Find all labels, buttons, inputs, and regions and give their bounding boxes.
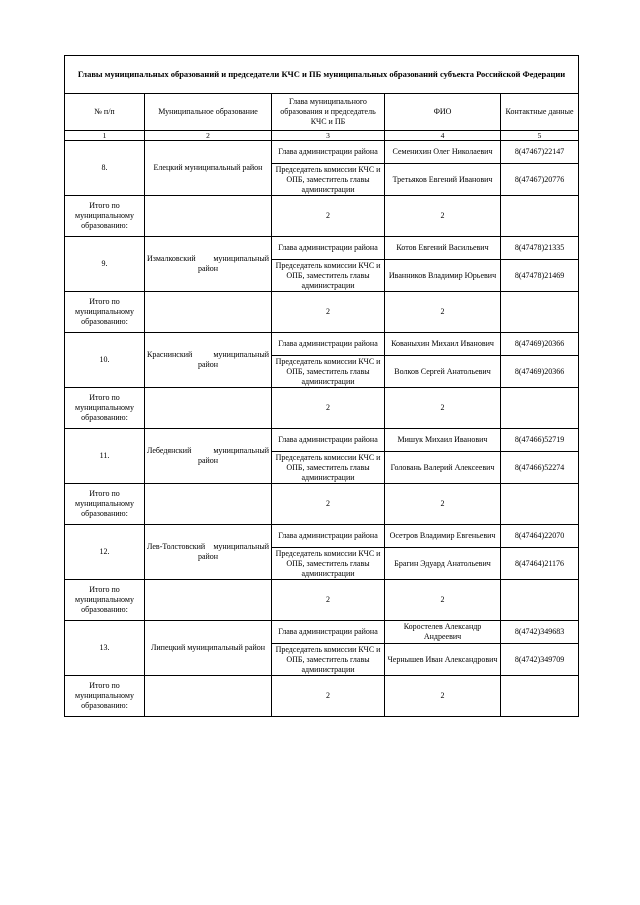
total-persons: 2	[385, 388, 501, 429]
fio-cell: Осетров Владимир Евгеньевич	[385, 525, 501, 548]
header-num: № п/п	[65, 94, 145, 131]
total-positions: 2	[272, 484, 385, 525]
phone-cell: 8(4742)349709	[501, 644, 579, 676]
position-cell: Глава администрации района	[272, 237, 385, 260]
column-number: 2	[145, 131, 272, 141]
position-cell: Председатель комиссии КЧС и ОПБ, заместитель главы администрации	[272, 356, 385, 388]
group-number: 11.	[65, 429, 145, 484]
fio-cell: Головань Валерий Алексеевич	[385, 452, 501, 484]
total-row	[65, 580, 579, 621]
column-number: 4	[385, 131, 501, 141]
header-municipality: Муниципальное образование	[145, 94, 272, 131]
total-empty-cell	[501, 196, 579, 237]
position-cell: Председатель комиссии КЧС и ОПБ, заместитель главы администрации	[272, 644, 385, 676]
total-label: Итого по муниципальному образованию:	[65, 484, 145, 525]
municipality-name: Елецкий муниципальный район	[145, 141, 272, 196]
municipality-name: Липецкий муниципальный район	[145, 621, 272, 676]
total-label: Итого по муниципальному образованию:	[65, 580, 145, 621]
fio-cell: Брагин Эдуард Анатольевич	[385, 548, 501, 580]
fio-cell: Котов Евгений Васильевич	[385, 237, 501, 260]
total-empty-cell	[501, 292, 579, 333]
total-row	[65, 484, 579, 525]
phone-cell: 8(47467)22147	[501, 141, 579, 164]
position-cell: Председатель комиссии КЧС и ОПБ, заместитель главы администрации	[272, 452, 385, 484]
position-cell: Глава администрации района	[272, 333, 385, 356]
phone-cell: 8(47478)21469	[501, 260, 579, 292]
total-empty-cell	[501, 388, 579, 429]
total-positions: 2	[272, 196, 385, 237]
group-number: 8.	[65, 141, 145, 196]
table-row	[65, 237, 579, 260]
position-cell: Глава администрации района	[272, 141, 385, 164]
position-cell: Глава администрации района	[272, 621, 385, 644]
municipality-name: Измалковский муниципальный район	[145, 237, 272, 292]
municipality-name: Лев-Толстовский муниципальный район	[145, 525, 272, 580]
total-row	[65, 676, 579, 717]
phone-cell: 8(47464)21176	[501, 548, 579, 580]
total-empty-cell	[501, 580, 579, 621]
phone-cell: 8(47467)20776	[501, 164, 579, 196]
column-number: 5	[501, 131, 579, 141]
fio-cell: Коростелев Александр Андреевич	[385, 621, 501, 644]
fio-cell: Волков Сергей Анатольевич	[385, 356, 501, 388]
fio-cell: Иванников Владимир Юрьевич	[385, 260, 501, 292]
total-empty-cell	[501, 484, 579, 525]
phone-cell: 8(47464)22070	[501, 525, 579, 548]
total-persons: 2	[385, 580, 501, 621]
total-empty-cell	[501, 676, 579, 717]
total-persons: 2	[385, 676, 501, 717]
total-positions: 2	[272, 580, 385, 621]
total-persons: 2	[385, 196, 501, 237]
municipality-name: Краснинский муниципальный район	[145, 333, 272, 388]
total-label: Итого по муниципальному образованию:	[65, 292, 145, 333]
total-label: Итого по муниципальному образованию:	[65, 676, 145, 717]
municipality-name: Лебедянский муниципальный район	[145, 429, 272, 484]
position-cell: Председатель комиссии КЧС и ОПБ, заместитель главы администрации	[272, 260, 385, 292]
table-row	[65, 141, 579, 164]
phone-cell: 8(47478)21335	[501, 237, 579, 260]
table-row	[65, 333, 579, 356]
column-number-row	[65, 131, 579, 141]
total-persons: 2	[385, 484, 501, 525]
total-empty-cell	[145, 292, 272, 333]
total-row	[65, 292, 579, 333]
total-empty-cell	[145, 388, 272, 429]
total-empty-cell	[145, 676, 272, 717]
position-cell: Глава администрации района	[272, 525, 385, 548]
total-empty-cell	[145, 484, 272, 525]
group-number: 12.	[65, 525, 145, 580]
phone-cell: 8(47469)20366	[501, 356, 579, 388]
fio-cell: Кованыхин Михаил Иванович	[385, 333, 501, 356]
table-row	[65, 621, 579, 644]
fio-cell: Третьяков Евгений Иванович	[385, 164, 501, 196]
fio-cell: Чернышев Иван Александрович	[385, 644, 501, 676]
fio-cell: Семенихин Олег Николаевич	[385, 141, 501, 164]
position-cell: Председатель комиссии КЧС и ОПБ, заместитель главы администрации	[272, 164, 385, 196]
phone-cell: 8(4742)349683	[501, 621, 579, 644]
total-positions: 2	[272, 388, 385, 429]
position-cell: Глава администрации района	[272, 429, 385, 452]
total-persons: 2	[385, 292, 501, 333]
header-contacts: Контактные данные	[501, 94, 579, 131]
total-empty-cell	[145, 196, 272, 237]
column-number: 3	[272, 131, 385, 141]
group-number: 10.	[65, 333, 145, 388]
officials-table	[64, 55, 579, 717]
phone-cell: 8(47469)20366	[501, 333, 579, 356]
table-row	[65, 525, 579, 548]
position-cell: Председатель комиссии КЧС и ОПБ, заместитель главы администрации	[272, 548, 385, 580]
total-label: Итого по муниципальному образованию:	[65, 196, 145, 237]
total-row	[65, 196, 579, 237]
group-number: 9.	[65, 237, 145, 292]
header-position: Глава муниципального образования и председатель КЧС и ПБ	[272, 94, 385, 131]
header-fio: ФИО	[385, 94, 501, 131]
group-number: 13.	[65, 621, 145, 676]
phone-cell: 8(47466)52719	[501, 429, 579, 452]
header-row	[65, 94, 579, 131]
total-label: Итого по муниципальному образованию:	[65, 388, 145, 429]
fio-cell: Мишук Михаил Иванович	[385, 429, 501, 452]
column-number: 1	[65, 131, 145, 141]
total-empty-cell	[145, 580, 272, 621]
total-row	[65, 388, 579, 429]
table-row	[65, 429, 579, 452]
phone-cell: 8(47466)52274	[501, 452, 579, 484]
total-positions: 2	[272, 292, 385, 333]
total-positions: 2	[272, 676, 385, 717]
table-title: Главы муниципальных образований и председатели КЧС и ПБ муниципальных образований субъекта Российской Федерации	[65, 56, 579, 94]
